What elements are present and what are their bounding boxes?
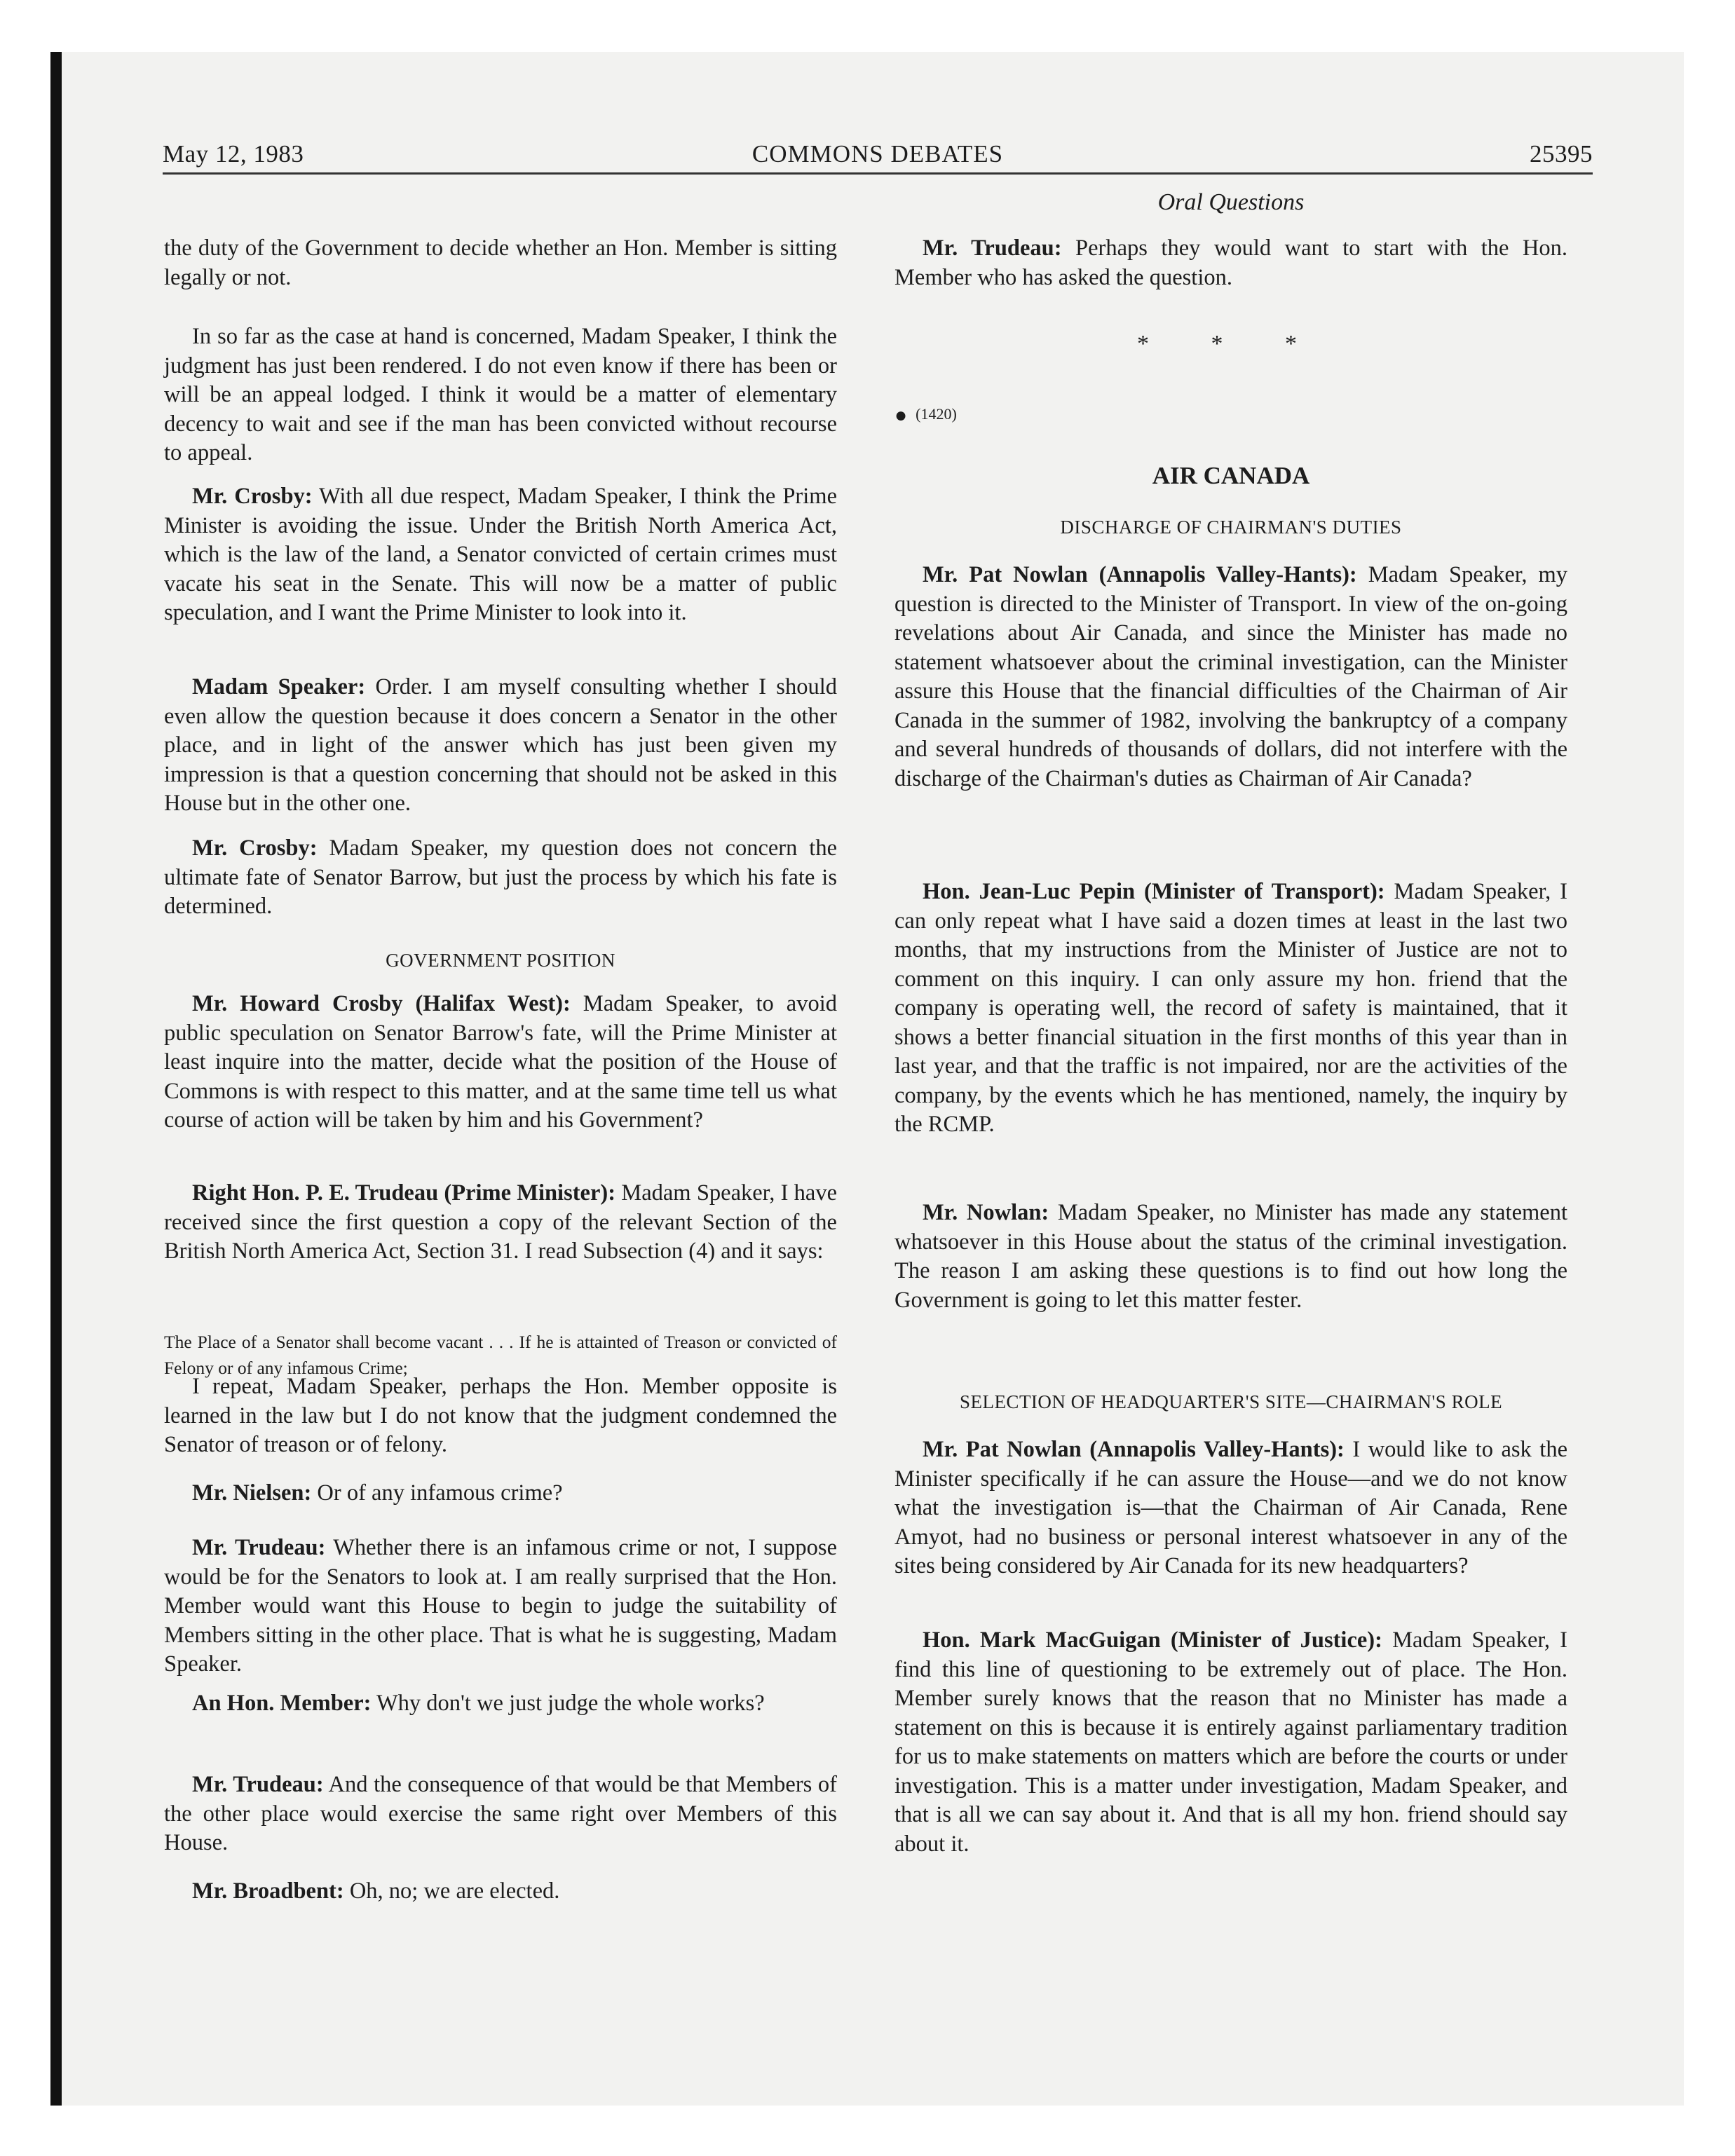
header-title: COMMONS DEBATES bbox=[751, 140, 1004, 168]
page-header bbox=[163, 136, 1593, 175]
paragraph: the duty of the Government to decide whether an Hon. Member is sitting legally or not. bbox=[164, 236, 837, 290]
paragraph: Mr. Pat Nowlan (Annapolis Valley-Hants): Madam Speaker, my question is directed to the Minister of Transport. In view of the on-going revelations about Air Canada, and since the Minister has made no statement whatsoever about the criminal investigation, can the Minister assure this House that the financial difficulties of the Chairman of Air Canada in the summer of 1982, involving the bankruptcy of a company and several hundreds of thousands of dollars, did not interfere with the discharge of the Chairman's duties as Chairman of Air Canada? bbox=[894, 562, 1567, 791]
speaker-name: Right Hon. P. E. Trudeau (Prime Minister): bbox=[192, 1180, 616, 1206]
speaker-name: Mr. Trudeau: bbox=[192, 1535, 326, 1560]
speaker-name: Madam Speaker: bbox=[192, 674, 366, 700]
paragraph: In so far as the case at hand is concerned, Madam Speaker, I think the judgment has just been rendered. I do not even know if there has been or will be an appeal lodged. I think it would be a matter of elementary decency to wait and see if the man has been convicted without recourse to appeal. bbox=[164, 324, 837, 465]
speaker-name: An Hon. Member: bbox=[192, 1691, 372, 1716]
bullet-icon: ● bbox=[894, 404, 908, 428]
paragraph: An Hon. Member: Why don't we just judge the whole works? bbox=[192, 1691, 765, 1716]
speaker-name: Mr. Nielsen: bbox=[192, 1480, 312, 1506]
paragraph: Mr. Nielsen: Or of any infamous crime? bbox=[192, 1480, 563, 1506]
subsection-heading: SELECTION OF HEADQUARTER'S SITE—CHAIRMAN'S ROLE bbox=[959, 1391, 1503, 1412]
paragraph: Mr. Howard Crosby (Halifax West): Madam Speaker, to avoid public speculation on Senator Barrow's fate, will the Prime Minister at least inquire into the matter, decide what the position of the House of Commons is with respect to this matter, and at the same time tell us what course of action will be taken by him and his Government? bbox=[164, 991, 837, 1133]
section-label: Oral Questions bbox=[1157, 189, 1305, 215]
time-marker: ● (1420) bbox=[894, 404, 957, 428]
header-page-number: 25395 bbox=[1530, 140, 1593, 168]
paragraph: Mr. Nowlan: Madam Speaker, no Minister has made any statement whatsoever in this House about the status of the criminal investigation. The reason I am asking these questions is to find out how long the Government is going to let this matter fester. bbox=[894, 1200, 1567, 1313]
paragraph: Mr. Trudeau: Perhaps they would want to start with the Hon. Member who has asked the question. bbox=[894, 236, 1567, 290]
paragraph: Madam Speaker: Order. I am myself consulting whether I should even allow the question because it does concern a Senator in the other place, and in light of the answer which has just been given my impression is that a question concerning that should not be asked in this House but in the other one. bbox=[164, 674, 837, 816]
speaker-name: Mr. Pat Nowlan (Annapolis Valley-Hants): bbox=[923, 562, 1357, 587]
speaker-name: Hon. Jean-Luc Pepin (Minister of Transport): bbox=[923, 879, 1385, 904]
speaker-name: Hon. Mark MacGuigan (Minister of Justice): bbox=[923, 1628, 1382, 1653]
block-quote: The Place of a Senator shall become vacant . . . If he is attainted of Treason or convicted of Felony or of any infamous Crime; bbox=[164, 1331, 837, 1378]
header-date: May 12, 1983 bbox=[163, 140, 304, 168]
speaker-name: Mr. Trudeau: bbox=[192, 1772, 324, 1797]
speaker-name: Mr. Broadbent: bbox=[192, 1878, 344, 1904]
paragraph: Mr. Broadbent: Oh, no; we are elected. bbox=[192, 1878, 560, 1904]
paragraph: Mr. Trudeau: And the consequence of that would be that Members of the other place would exercise the same right over Members of this House. bbox=[164, 1772, 837, 1855]
speaker-name: Mr. Pat Nowlan (Annapolis Valley-Hants): bbox=[923, 1437, 1345, 1462]
paragraph: Mr. Crosby: Madam Speaker, my question does not concern the ultimate fate of Senator Barrow, but just the process by which his fate is determined. bbox=[164, 835, 837, 919]
section-heading: AIR CANADA bbox=[1152, 462, 1310, 489]
section-separator: * * * bbox=[1137, 331, 1325, 357]
paragraph: Right Hon. P. E. Trudeau (Prime Minister): Madam Speaker, I have received since the first question a copy of the relevant Section of the British North America Act, Section 31. I read Subsection (4) and it says: bbox=[164, 1180, 837, 1264]
section-heading: GOVERNMENT POSITION bbox=[386, 950, 615, 971]
speaker-name: Mr. Howard Crosby (Halifax West): bbox=[192, 991, 571, 1016]
paragraph: Mr. Crosby: With all due respect, Madam Speaker, I think the Prime Minister is avoiding the issue. Under the British North America Act, which is the law of the land, a Senator convicted of certain crimes must vacate his seat in the Senate. This will now be a matter of public speculation, and I want the Prime Minister to look into it. bbox=[164, 484, 837, 625]
scan-edge-bar bbox=[50, 52, 62, 2106]
speaker-name: Mr. Trudeau: bbox=[923, 236, 1062, 261]
paragraph: Hon. Jean-Luc Pepin (Minister of Transport): Madam Speaker, I can only repeat what I have said a dozen times at least in the last two months, that my instructions from the Minister of Justice are not to comment on this inquiry. I can only assure my hon. friend that the company is operating well, the record of safety is maintained, that it shows a better financial situation in the first months of this year than in last year, and that the traffic is not impaired, nor are the activities of the company, by the events which he has mentioned, namely, the inquiry by the RCMP. bbox=[894, 879, 1567, 1137]
subsection-heading: DISCHARGE OF CHAIRMAN'S DUTIES bbox=[1060, 517, 1402, 538]
paragraph: Mr. Pat Nowlan (Annapolis Valley-Hants): I would like to ask the Minister specifically if he can assure the House—and we do not know what the investigation is—that the Chairman of Air Canada, Rene Amyot, had no business or personal interest whatsoever in any of the sites being considered by Air Canada for its new headquarters? bbox=[894, 1437, 1567, 1578]
paragraph: I repeat, Madam Speaker, perhaps the Hon. Member opposite is learned in the law but I do not know that the judgment condemned the Senator of treason or of felony. bbox=[164, 1374, 837, 1457]
speaker-name: Mr. Nowlan: bbox=[923, 1200, 1049, 1225]
paragraph: Mr. Trudeau: Whether there is an infamous crime or not, I suppose would be for the Senators to look at. I am really surprised that the Hon. Member would want this House to begin to judge the suitability of Members sitting in the other place. That is what he is suggesting, Madam Speaker. bbox=[164, 1535, 837, 1677]
speaker-name: Mr. Crosby: bbox=[192, 484, 313, 509]
paragraph: Hon. Mark MacGuigan (Minister of Justice): Madam Speaker, I find this line of questioning to be extremely out of place. The Hon. Member surely knows that the reason that no Minister has made a statement on this is because it is entirely against parliamentary tradition for us to make statements on matters which are before the courts or under investigation. This is a matter under investigation, Madam Speaker, and that is all we can say about it. And that is all my hon. friend should say about it. bbox=[894, 1628, 1567, 1857]
speaker-name: Mr. Crosby: bbox=[192, 835, 318, 861]
